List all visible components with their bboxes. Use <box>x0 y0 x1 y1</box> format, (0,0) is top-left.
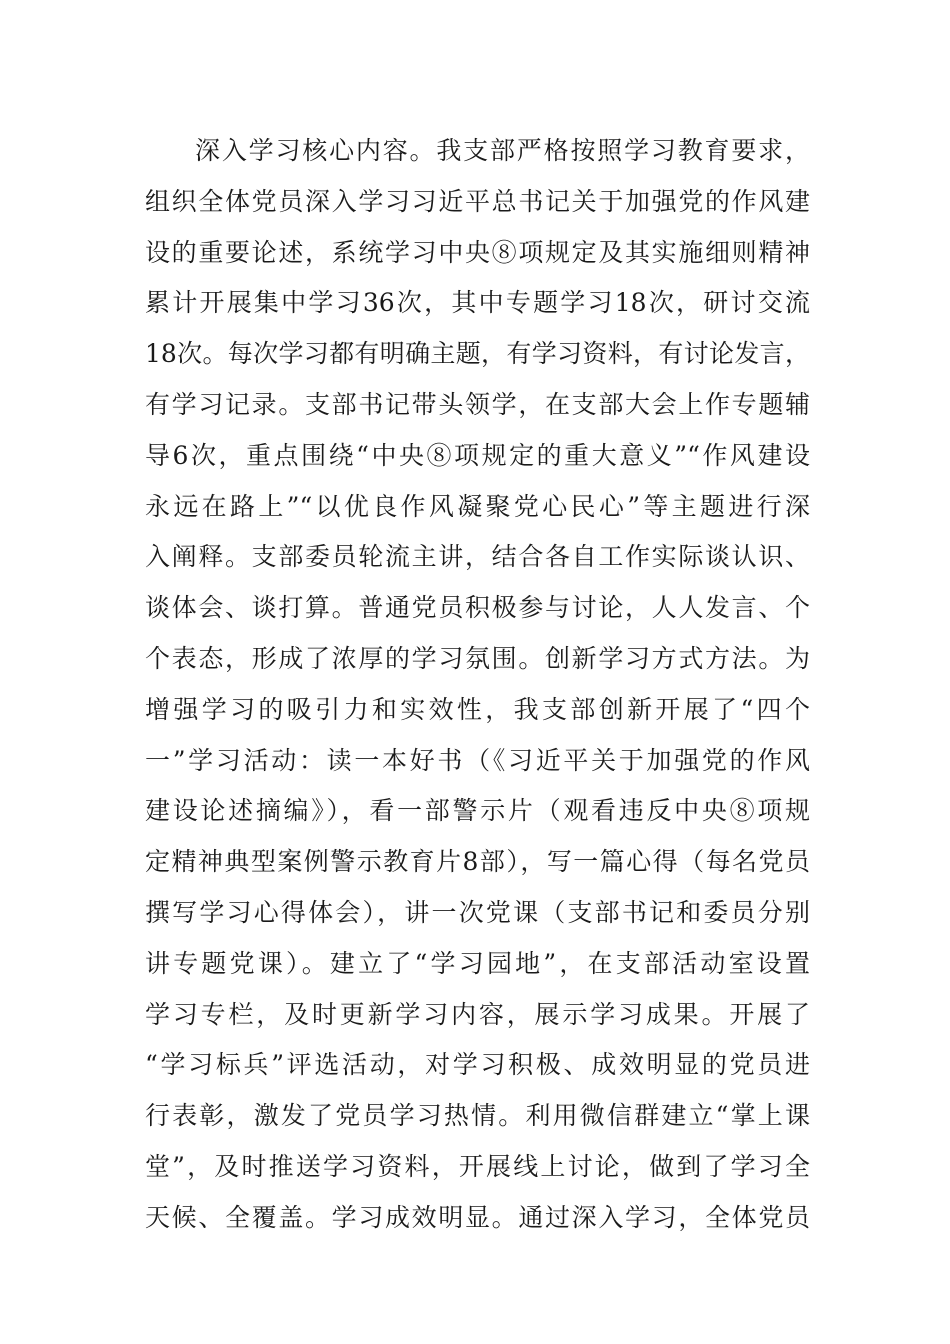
text-line: 设的重要论述，系统学习中央⑧项规定及其实施细则精神 <box>145 237 810 267</box>
text-line: 行表彰，激发了党员学习热情。利用微信群建立“掌上课 <box>145 1101 810 1131</box>
text-line: 天候、全覆盖。学习成效明显。通过深入学习，全体党员 <box>145 1202 810 1232</box>
body-paragraph <box>145 126 810 1244</box>
text-line: 导6次，重点围绕“中央⑧项规定的重大意义”“作风建设 <box>145 440 810 470</box>
text-line: 定精神典型案例警示教育片8部），写一篇心得（每名党员 <box>145 847 810 877</box>
text-line: 组织全体党员深入学习习近平总书记关于加强党的作风建 <box>145 186 810 216</box>
text-line: 讲专题党课）。建立了“学习园地”，在支部活动室设置 <box>145 948 810 978</box>
text-line: 累计开展集中学习36次，其中专题学习18次，研讨交流 <box>145 288 810 318</box>
text-line: 永远在路上”“以优良作风凝聚党心民心”等主题进行深 <box>145 491 810 521</box>
text-line: 个表态，形成了浓厚的学习氛围。创新学习方式方法。为 <box>145 643 810 673</box>
text-line: 增强学习的吸引力和实效性，我支部创新开展了“四个 <box>145 694 810 724</box>
text-line: 撰写学习心得体会），讲一次党课（支部书记和委员分别 <box>145 897 810 927</box>
text-line: 谈体会、谈打算。普通党员积极参与讨论，人人发言、个 <box>145 593 810 623</box>
text-line: 堂”，及时推送学习资料，开展线上讨论，做到了学习全 <box>145 1151 810 1181</box>
text-line: “学习标兵”评选活动，对学习积极、成效明显的党员进 <box>145 1050 810 1080</box>
text-line: 18次。每次学习都有明确主题，有学习资料，有讨论发言， <box>145 339 810 369</box>
text-line: 入阐释。支部委员轮流主讲，结合各自工作实际谈认识、 <box>145 542 810 572</box>
text-line: 一”学习活动：读一本好书（《习近平关于加强党的作风 <box>145 745 810 775</box>
text-line: 学习专栏，及时更新学习内容，展示学习成果。开展了 <box>145 999 810 1029</box>
text-line: 建设论述摘编》），看一部警示片（观看违反中央⑧项规 <box>145 796 810 826</box>
text-line: 有学习记录。支部书记带头领学，在支部大会上作专题辅 <box>145 389 810 419</box>
text-line: 深入学习核心内容。我支部严格按照学习教育要求， <box>195 136 810 165</box>
